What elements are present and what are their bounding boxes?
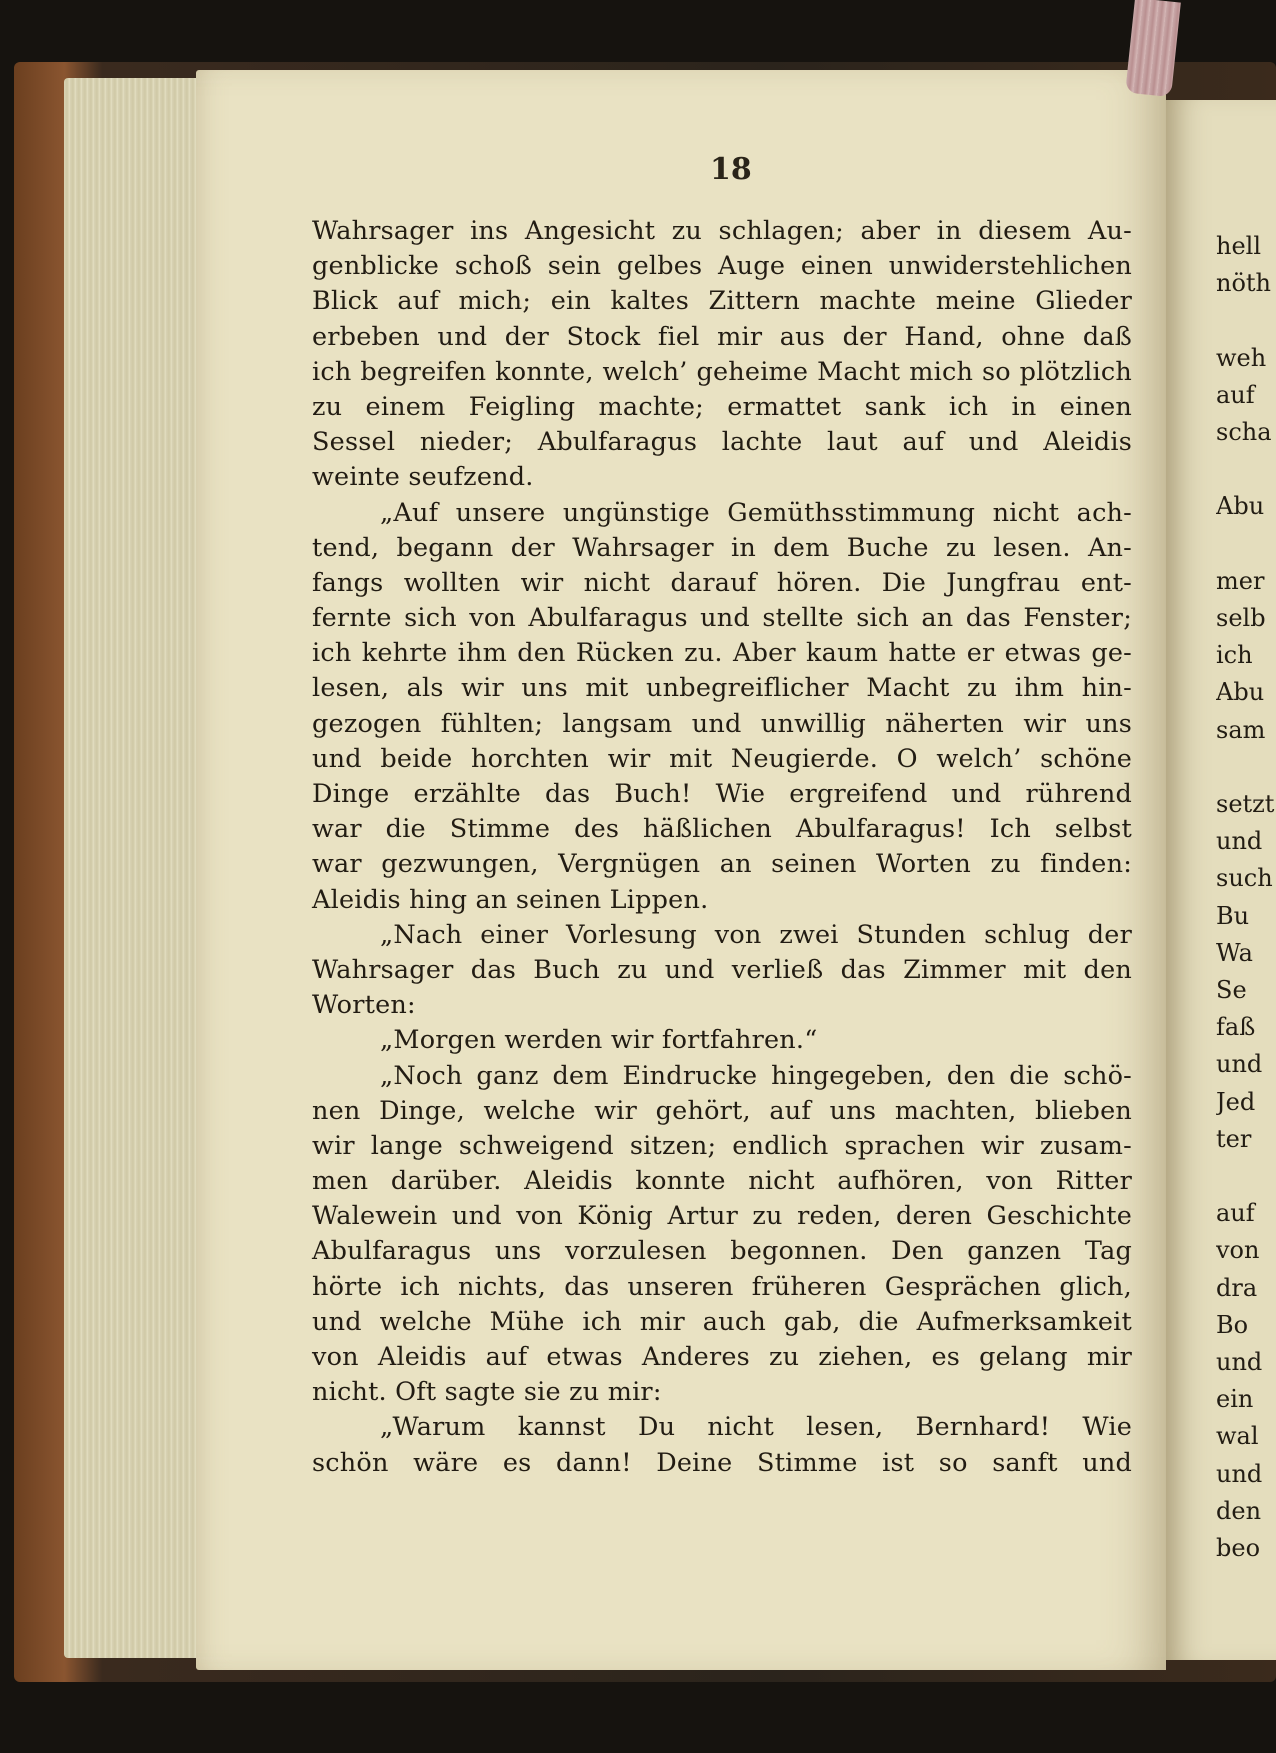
right-page-fragment: dra [1216, 1273, 1258, 1302]
right-page-text-fragments [1216, 232, 1276, 1592]
right-page-fragment: such [1216, 864, 1273, 893]
right-page-fragment: ein [1216, 1385, 1254, 1414]
text-line: und welche Mühe ich mir auch gab, die Aufmerksamkeit [312, 1306, 1132, 1337]
right-page-fragment: ter [1216, 1124, 1252, 1153]
text-line: Abulfaragus uns vorzulesen begonnen. Den ganzen Tag [312, 1236, 1132, 1267]
right-page-fragment: und [1216, 1348, 1263, 1376]
text-line: „Auf unsere ungünstige Gemüthsstimmung nicht ach- [380, 497, 1132, 528]
text-line: „Noch ganz dem Eindrucke hingegeben, den die schö- [380, 1060, 1132, 1091]
text-line: lesen, als wir uns mit unbegreiflicher Macht zu ihm hin- [312, 673, 1132, 704]
text-line: wir lange schweigend sitzen; endlich sprachen wir zusam- [312, 1130, 1132, 1161]
right-page-fragment: wal [1216, 1422, 1259, 1451]
text-line: war gezwungen, Vergnügen an seinen Worten zu finden: [312, 849, 1132, 880]
right-page-fragment: ich [1216, 641, 1253, 670]
right-page-fragment: und [1216, 1050, 1263, 1079]
text-line: war die Stimme des häßlichen Abulfaragus! Ich selbst [312, 814, 1132, 845]
text-line: Wahrsager das Buch zu und verließ das Zimmer mit den [312, 954, 1132, 985]
right-page-fragment: Wa [1216, 938, 1253, 967]
page-edges [64, 78, 214, 1658]
text-line: „Nach einer Vorlesung von zwei Stunden schlug der [380, 919, 1132, 950]
text-line: tend, begann der Wahrsager in dem Buche zu lesen. An- [312, 532, 1132, 563]
text-line: schön wäre es dann! Deine Stimme ist so sanft und [312, 1447, 1132, 1478]
right-page-fragment: Bo [1216, 1310, 1249, 1339]
right-page-fragment: und [1216, 827, 1263, 856]
text-line: zu einem Feigling machte; ermattet sank ich in einen [312, 391, 1132, 422]
text-line: „Morgen werden wir fortfahren.“ [380, 1025, 818, 1056]
right-page-fragment: auf [1216, 380, 1255, 409]
text-line: Aleidis hing an seinen Lippen. [312, 884, 709, 915]
right-page-fragment: beo [1216, 1534, 1261, 1562]
right-page-fragment: faß [1216, 1013, 1256, 1042]
right-page-fragment: und [1216, 1459, 1263, 1488]
right-page-fragment: scha [1216, 418, 1272, 446]
text-line: Walewein und von König Artur zu reden, deren Geschichte [312, 1201, 1132, 1232]
text-line: genblicke schoß sein gelbes Auge einen unwiderstehlichen [312, 251, 1132, 282]
text-line: Worten: [312, 990, 416, 1021]
right-page-fragment: auf [1216, 1199, 1255, 1228]
right-page-fragment: nöth [1216, 269, 1272, 298]
text-line: nen Dinge, welche wir gehört, auf uns machten, blieben [312, 1095, 1132, 1126]
text-line: Blick auf mich; ein kaltes Zittern machte meine Glieder [312, 286, 1132, 317]
right-page-fragment: hell [1216, 232, 1262, 260]
right-page-fragment: selb [1216, 604, 1266, 632]
text-line: ich begreifen konnte, welch’ geheime Macht mich so plötzlich [312, 356, 1132, 387]
right-page-fragment: Jed [1216, 1087, 1256, 1116]
text-line: Dinge erzählte das Buch! Wie ergreifend und rührend [312, 779, 1132, 809]
text-line: fernte sich von Abulfaragus und stellte sich an das Fenster; [312, 603, 1132, 634]
right-page-fragment: Abu [1216, 492, 1265, 521]
right-page-fragment: Se [1216, 976, 1247, 1004]
right-page-fragment: setzt [1216, 790, 1275, 818]
right-page-fragment: Bu [1216, 901, 1250, 930]
text-line: „Warum kannst Du nicht lesen, Bernhard! Wie [380, 1412, 1132, 1443]
text-line: men darüber. Aleidis konnte nicht aufhören, von Ritter [312, 1166, 1132, 1197]
text-line: Sessel nieder; Abulfaragus lachte laut auf und Aleidis [312, 427, 1132, 458]
text-line: weinte seufzend. [312, 462, 534, 493]
page-number: 18 [710, 152, 752, 187]
right-page-fragment: mer [1216, 566, 1265, 595]
right-page-fragment: Abu [1216, 678, 1265, 707]
text-line: gezogen fühlten; langsam und unwillig näherten wir uns [312, 708, 1132, 739]
text-line: hörte ich nichts, das unseren früheren Gesprächen glich, [312, 1271, 1132, 1302]
text-line: von Aleidis auf etwas Anderes zu ziehen, es gelang mir [312, 1342, 1132, 1372]
text-line: fangs wollten wir nicht darauf hören. Die Jungfrau ent- [312, 567, 1132, 598]
body-text [312, 214, 1132, 1481]
right-page-fragment: weh [1216, 343, 1267, 372]
right-page-fragment: von [1216, 1236, 1260, 1265]
text-line: nicht. Oft sagte sie zu mir: [312, 1377, 662, 1408]
text-line: ich kehrte ihm den Rücken zu. Aber kaum hatte er etwas ge- [312, 638, 1132, 669]
text-line: Wahrsager ins Angesicht zu schlagen; aber in diesem Au- [312, 216, 1132, 246]
text-line: erbeben und der Stock fiel mir aus der Hand, ohne daß [312, 321, 1132, 352]
right-page-fragment: sam [1216, 715, 1266, 744]
text-line: und beide horchten wir mit Neugierde. O welch’ schöne [312, 743, 1132, 774]
right-page-fragment: den [1216, 1496, 1262, 1525]
